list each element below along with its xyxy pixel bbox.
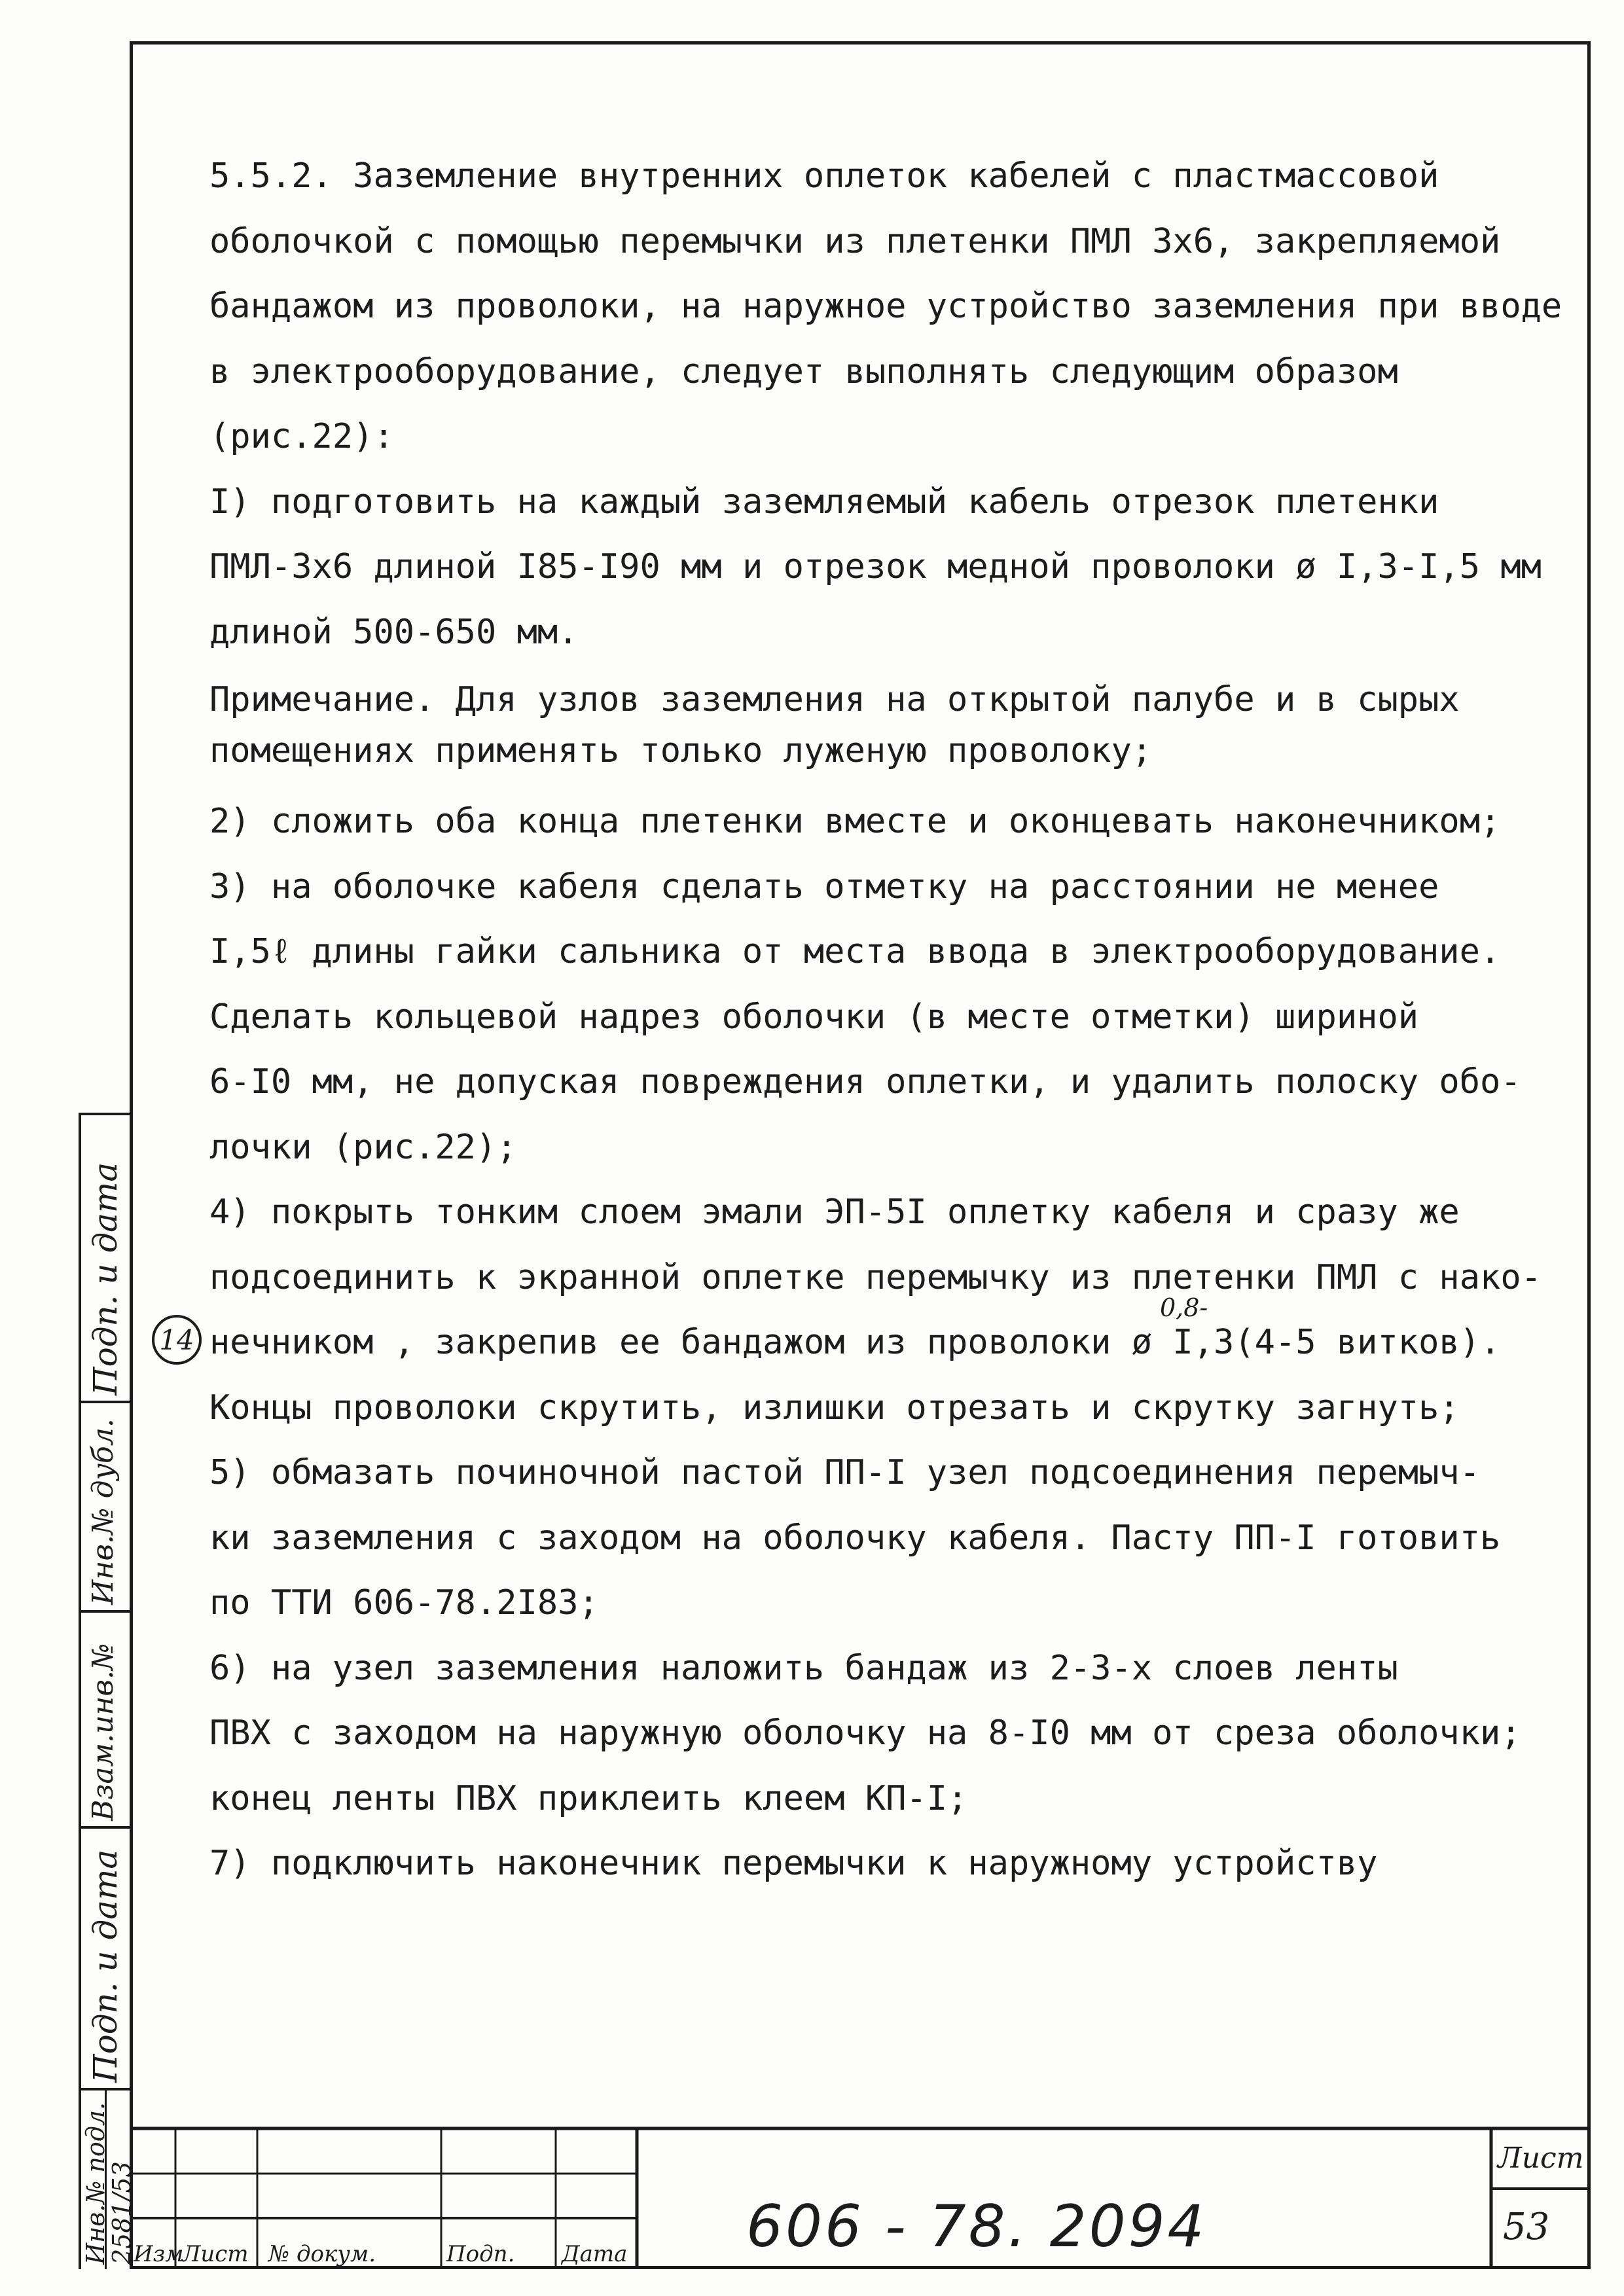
paragraph-step-6 <box>209 1636 1564 1832</box>
stamp-col-doc-no: № докум. <box>268 2241 376 2267</box>
stamp-col-date: Дата <box>562 2241 628 2267</box>
text-line: в электрооборудование, следует выполнять следующим образом <box>209 351 1398 391</box>
text-line: 7) подключить наконечник перемычки к наружному устройству <box>209 1844 1378 1883</box>
text-line: 6-I0 мм, не допуская повреждения оплетки, и удалить полоску обо- <box>209 1062 1521 1102</box>
text-line: 4) покрыть тонким слоем эмали ЭП-5I оплетку кабеля и сразу же <box>209 1193 1460 1232</box>
text-line: ПВХ с заходом на наружную оболочку на 8-I0 мм от среза оболочки; <box>209 1713 1521 1753</box>
paragraph-5-5-2 <box>209 144 1564 470</box>
paragraph-step-5 <box>209 1441 1564 1636</box>
paragraph-step-4 <box>209 1180 1564 1441</box>
margin-outer-line <box>79 1113 81 2269</box>
paragraph-step-1 <box>209 470 1564 666</box>
margin-inv-number: 2581/53 <box>107 2161 136 2265</box>
text-line: ПМЛ-3х6 длиной I85-I90 мм и отрезок медной проволоки ø I,3-I,5 мм <box>209 547 1542 586</box>
handwritten-correction: 0,8- <box>1160 1293 1208 1322</box>
note-block <box>209 674 1564 776</box>
text-line: 5) обмазать починочной пастой ПП-I узел подсоединения перемыч- <box>209 1453 1481 1492</box>
margin-label-sign-date-top: Подп. и дата <box>86 1162 124 1395</box>
margin-label-replace-inv: Взам.инв.№ <box>86 1643 120 1821</box>
text-line: по ТТИ 606-78.2I83; <box>209 1583 599 1623</box>
document-number: 606 - 78. 2094 <box>746 2193 1207 2260</box>
text-line: ки заземления с заходом на оболочку кабеля. Пасту ПП-I готовить <box>209 1518 1501 1558</box>
note-line: Примечание. Для узлов заземления на открытой палубе и в сырых <box>209 680 1460 719</box>
text-line: конец ленты ПВХ приклеить клеем КП-I; <box>209 1778 968 1818</box>
text-line: Сделать кольцевой надрез оболочки (в месте отметки) шириной <box>209 997 1419 1037</box>
text-line: 5.5.2. Заземление внутренних оплеток кабелей с пластмассовой <box>209 156 1439 196</box>
document-body <box>209 144 1564 1897</box>
margin-label-inv-orig: Инв.№ подл. <box>81 2102 110 2265</box>
text-line: 2) сложить оба конца плетенки вместе и оконцевать наконечником; <box>209 802 1501 841</box>
text-line: I) подготовить на каждый заземляемый кабель отрезок плетенки <box>209 482 1439 522</box>
text-line: 3) на оболочке кабеля сделать отметку на расстоянии не менее <box>209 867 1439 906</box>
text-line: нечником , закрепив ее бандажом из проволоки ø I,3(4-5 витков). <box>209 1323 1501 1362</box>
sheet-number: 53 <box>1503 2206 1550 2248</box>
margin-top-line <box>79 1113 132 1115</box>
text-line: оболочкой с помощью перемычки из плетенки ПМЛ 3х6, закрепляемой <box>209 221 1501 261</box>
text-line: (рис.22): <box>209 417 394 456</box>
paragraph-steps-2-3 <box>209 789 1564 1180</box>
note-line: помещениях применять только луженую проволоку; <box>209 731 1153 770</box>
stamp-col-change: Изм <box>134 2241 184 2267</box>
text-line: 6) на узел заземления наложить бандаж из 2-3-х слоев ленты <box>209 1648 1398 1688</box>
stamp-col-sign: Подп. <box>446 2241 515 2267</box>
margin-divider-1 <box>79 1401 132 1403</box>
margin-divider-3 <box>79 1826 132 1829</box>
margin-label-sign-date-bottom: Подп. и дата <box>86 1849 124 2083</box>
margin-label-dup-inv: Инв.№ дубл. <box>86 1418 120 1605</box>
text-line: I,5ℓ длины гайки сальника от места ввода в электрооборудование. <box>209 932 1501 971</box>
margin-divider-2 <box>79 1610 132 1613</box>
text-line: Концы проволоки скрутить, излишки отрезать и скрутку загнуть; <box>209 1388 1460 1427</box>
text-line: длиной 500-650 мм. <box>209 612 579 652</box>
text-line: подсоединить к экранной оплетке перемычку из плетенки ПМЛ с нако- <box>209 1257 1542 1297</box>
sheet-label: Лист <box>1498 2142 1584 2175</box>
circled-mark: 14 <box>152 1315 202 1365</box>
stamp-col-sheet: Лист <box>182 2241 249 2267</box>
text-line: лочки (рис.22); <box>209 1127 517 1167</box>
paragraph-step-7 <box>209 1831 1564 1897</box>
text-line: бандажом из проволоки, на наружное устройство заземления при вводе <box>209 287 1562 326</box>
